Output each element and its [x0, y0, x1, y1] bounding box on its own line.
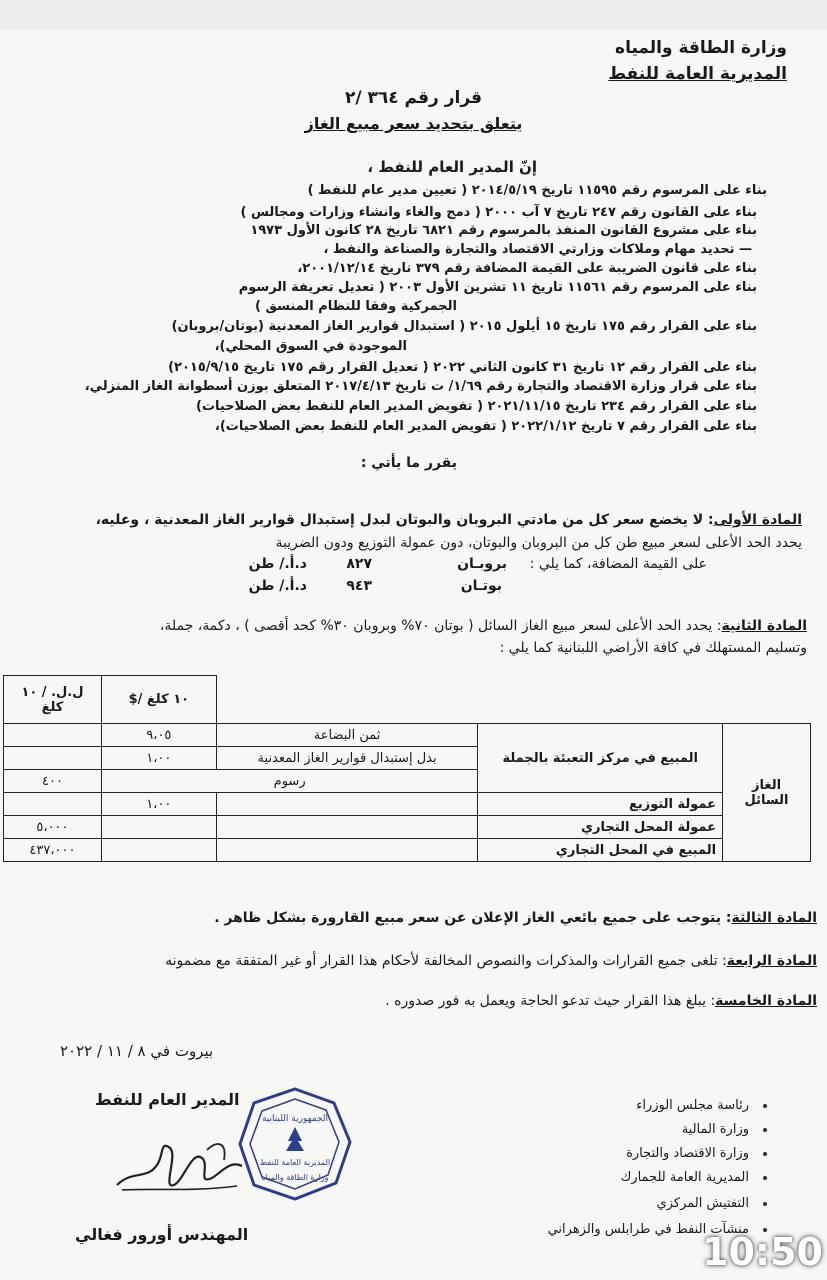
article-1 — [96, 512, 802, 528]
row-label: المبيع في المحل التجاري — [478, 839, 723, 862]
decides-label: يقرر ما يأتي : — [360, 455, 457, 471]
bulk-label: المبيع في مركز التعبئة بالجملة — [478, 724, 723, 793]
preamble-line: الجمركية وفقا للنظام المنسق ) — [254, 299, 457, 314]
article-4-text: : تلغى جميع القرارات والمذكرات والنصوص المخالفة لأحكام هذا القرار أو غير المتفقة مع مضمونه — [165, 953, 727, 969]
article-3-label: المادة الثالثة — [731, 910, 817, 926]
bullet-icon — [763, 1104, 767, 1108]
cell-lbp: ٤٠٠ — [4, 770, 102, 793]
preamble-line: بناء على القرار رقم ١٧٥ تاريخ ١٥ أيلول ٢٠١٥ ( استبدال قوارير الغاز المعدنية (بوتان/بروبان) — [171, 319, 757, 334]
preamble-line: بناء على قرار وزارة الاقتصاد والتجارة رقم ١/٦٩/ ت تاريخ ٢٠١٧/٤/١٣ المتعلق بوزن أسطوانة الغاز المنزلي، — [84, 379, 757, 394]
directorate-name: المديرية العامة للنفط — [608, 64, 787, 84]
preamble-line: بناء على القانون رقم ٢٤٧ تاريخ ٧ آب ٢٠٠٠ ( دمج والغاء وانشاء وزارات ومجالس ) — [240, 205, 757, 220]
preamble-intro: إنّ المدير العام للنفط ، — [367, 158, 537, 176]
distribution-item: وزارة المالية — [682, 1122, 767, 1137]
price-unit: د.أ./ طن — [248, 556, 307, 572]
article-1-text: : لا يخضع سعر كل من مادتي البروبان والبوتان لبدل إستبدال قوارير الغاز المعدنية ، وعليه، — [95, 512, 714, 528]
cell-lbp — [4, 724, 102, 747]
cell-lbp: ٤٣٧،٠٠٠ — [4, 839, 102, 862]
article-1-label: المادة الأولى — [713, 512, 802, 528]
header-usd: $/ ١٠ كلغ — [101, 676, 216, 724]
ministry-name: وزارة الطاقة والمياه — [615, 38, 787, 58]
bullet-icon — [763, 1128, 767, 1132]
decision-subject: يتعلق بتحديد سعر مبيع الغاز — [304, 114, 523, 133]
row-label: رسوم — [101, 770, 477, 793]
signatory-title: المدير العام للنفط — [95, 1090, 240, 1109]
handwritten-signature — [112, 1130, 252, 1210]
article-2 — [160, 618, 807, 634]
article-5 — [385, 993, 817, 1009]
decision-title: قرار رقم ٣٦٤ /٢ — [344, 88, 483, 108]
cell-usd: ١،٠٠ — [101, 747, 216, 770]
price-product: بوتـان — [460, 578, 502, 594]
seal-text-mid: المديرية العامة للنفط — [259, 1158, 331, 1167]
article-3 — [214, 910, 817, 926]
cell-lbp: ٥،٠٠٠ — [4, 816, 102, 839]
cell-lbp — [4, 793, 102, 816]
preamble-line: بناء على القرار رقم ٧ تاريخ ٢٠٢٢/١/١٢ ( تفويض المدير العام للنفط بعض الصلاحيات)، — [214, 419, 757, 434]
cell-usd — [101, 839, 216, 862]
distribution-item: منشآت النفط في طرابلس والزهراني — [548, 1222, 767, 1237]
row-label: ثمن البضاعة — [216, 724, 478, 747]
price-product: بروبـان — [457, 556, 507, 572]
bullet-icon — [763, 1176, 767, 1180]
article-4-label: المادة الرابعة — [726, 953, 817, 969]
article-4 — [165, 953, 817, 969]
price-unit: د.أ./ طن — [248, 578, 307, 594]
preamble-line: بناء على القرار رقم ١٢ تاريخ ٣١ كانون الثاني ٢٠٢٢ ( تعديل القرار رقم ١٧٥ تاريخ ٢٠١٥/٩/١٥) — [168, 360, 757, 375]
article-1-line2: يحدد الحد الأعلى لسعر مبيع طن كل من البروبان والبوتان، دون عمولة التوزيع ودون الضريبة — [275, 535, 802, 551]
distribution-item: رئاسة مجلس الوزراء — [636, 1098, 767, 1113]
preamble-line: بناء على المرسوم رقم ١١٥٩٥ تاريخ ٢٠١٤/٥/١٩ ( تعيين مدير عام للنفط ) — [307, 183, 767, 198]
seal-text-top: الجمهورية اللبنانية — [261, 1114, 329, 1124]
distribution-item: وزارة الاقتصاد والتجارة — [626, 1146, 767, 1161]
article-3-text: : يتوجب على جميع بائعي الغاز الإعلان عن سعر مبيع القارورة بشكل ظاهر . — [214, 910, 732, 926]
article-2-text: : يحدد الحد الأعلى لسعر مبيع الغاز السائل ( بوتان ٧٠% وبروبان ٣٠% كحد أقصى ) ، دكمة، جملة، — [159, 618, 722, 634]
preamble-line: — تحديد مهام وملاكات وزارتي الاقتصاد والتجارة والصناعة والنفط ، — [323, 242, 752, 257]
top-bar — [0, 0, 827, 30]
preamble-line: بناء على المرسوم رقم ١١٥٦١ تاريخ ١١ تشرين الأول ٢٠٠٣ ( تعديل تعريفة الرسوم — [238, 280, 757, 295]
distribution-item: المديرية العامة للجمارك — [621, 1170, 767, 1185]
bullet-icon — [763, 1152, 767, 1156]
row-label: عمولة التوزيع — [478, 793, 723, 816]
price-table — [3, 675, 811, 862]
seal-text-bottom: وزارة الطاقة والمياه — [261, 1173, 329, 1182]
preamble-line: الموجودة في السوق المحلي)، — [214, 339, 407, 354]
preamble-line: بناء على مشروع القانون المنفذ بالمرسوم رقم ٦٨٢١ تاريخ ٢٨ كانون الأول ١٩٧٣ — [250, 223, 757, 238]
cedar-icon — [286, 1127, 304, 1151]
cell-usd: ١،٠٠ — [101, 793, 216, 816]
signatory-name: المهندس أورور فغالي — [75, 1225, 249, 1244]
price-value: ٨٢٧ — [346, 556, 372, 572]
article-2-line2: وتسليم المستهلك في كافة الأراضي اللبنانية كما يلي : — [499, 640, 807, 656]
row-label: بدل إستبدال قوارير الغاز المعدنية — [216, 747, 478, 770]
preamble-line: بناء على قانون الضريبة على القيمة المضافة رقم ٣٧٩ تاريخ ٢٠٠١/١٢/١٤، — [297, 261, 757, 276]
cell-usd — [101, 816, 216, 839]
distribution-item: التفتيش المركزي — [657, 1196, 767, 1211]
article-5-label: المادة الخامسة — [715, 993, 817, 1009]
preamble-line: بناء على القرار رقم ٢٣٤ تاريخ ٢٠٢١/١١/١٥ ( تفويض المدير العام للنفط بعض الصلاحيات) — [196, 399, 757, 414]
article-5-text: : يبلغ هذا القرار حيث تدعو الحاجة ويعمل به فور صدوره . — [385, 993, 716, 1009]
price-value: ٩٤٣ — [346, 578, 372, 594]
article-2-label: المادة الثانية — [721, 618, 807, 634]
dateline: بيروت في ٨ / ١١ / ٢٠٢٢ — [60, 1042, 214, 1060]
official-seal — [236, 1085, 354, 1203]
row-label: عمولة المحل التجاري — [478, 816, 723, 839]
bullet-icon — [763, 1202, 767, 1206]
status-clock: 10:50 — [702, 1230, 823, 1274]
cell-lbp — [4, 747, 102, 770]
article-1-line3: على القيمة المضافة، كما يلي : — [529, 556, 707, 572]
cell-usd: ٩،٠٥ — [101, 724, 216, 747]
group-label: الغاز السائل — [723, 724, 811, 862]
header-lbp: ل.ل. / ١٠ كلغ — [4, 676, 102, 724]
